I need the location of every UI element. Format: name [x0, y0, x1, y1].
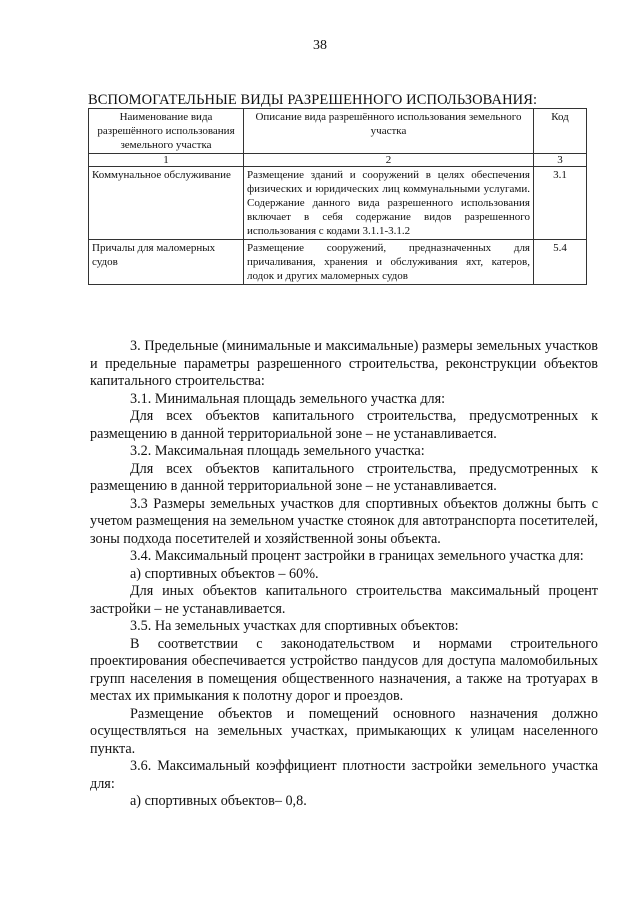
paragraph: 3. Предельные (минимальные и максимальные) размеры земельных участков и предельные параметры разрешенного строительства, реконструкции объектов капитального строительства: [90, 338, 598, 389]
use-description-cell: Размещение зданий и сооружений в целях обеспечения физических и юридических лиц коммунальными услугами. Содержание данного вида разрешенного использования включает в себя содержание видов разрешенного использования с кодами 3.1.1-3.1.2 [244, 167, 534, 240]
paragraph: Для иных объектов капитального строительства максимальный процент застройки – не устанавливается. [90, 583, 598, 617]
column-number: 2 [244, 154, 534, 167]
use-name-cell: Коммунальное обслуживание [89, 167, 244, 240]
paragraph: 3.1. Минимальная площадь земельного участка для: [130, 390, 446, 407]
paragraph: а) спортивных объектов – 60%. [130, 565, 319, 582]
column-number-row [89, 154, 587, 167]
paragraph: В соответствии с законодательством и нормами строительного проектирования обеспечивается устройство пандусов для доступа маломобильных групп населения в помещения общественного назначения, а также на тротуарах в местах их примыкания к полотну дорог и проездов. [90, 635, 598, 704]
body-text [90, 338, 598, 811]
paragraph: 3.6. Максимальный коэффициент плотности застройки земельного участка для: [90, 758, 598, 792]
page-number: 38 [313, 38, 327, 53]
table-header-row [89, 109, 587, 154]
table-row [89, 167, 587, 240]
use-description-cell: Размещение сооружений, предназначенных для причаливания, хранения и обслуживания яхт, катеров, лодок и других маломерных судов [244, 240, 534, 285]
paragraph: а) спортивных объектов– 0,8. [130, 793, 307, 809]
use-name-cell: Причалы для маломерных судов [89, 240, 244, 285]
column-number: 3 [534, 154, 587, 167]
paragraph: 3.2. Максимальная площадь земельного участка: [130, 443, 425, 459]
paragraph: 3.5. На земельных участках для спортивных объектов: [130, 618, 459, 634]
paragraph: Для всех объектов капитального строительства, предусмотренных к размещению в данной территориальной зоне – не устанавливается. [90, 460, 598, 494]
section-heading: ВСПОМОГАТЕЛЬНЫЕ ВИДЫ РАЗРЕШЕННОГО ИСПОЛЬЗОВАНИЯ: [88, 92, 538, 108]
paragraph: 3.3 Размеры земельных участков для спортивных объектов должны быть с учетом размещения на земельном участке стоянок для автотранспорта посетителей, зоны подхода посетителей и хозяйственной зоны объекта. [90, 495, 598, 547]
column-number: 1 [89, 154, 244, 167]
use-code-cell: 5.4 [534, 240, 587, 285]
permitted-uses-table [88, 108, 587, 285]
paragraph: 3.4. Максимальный процент застройки в границах земельного участка для: [130, 548, 584, 564]
paragraph: Размещение объектов и помещений основного назначения должно осуществляться на земельных участках, примыкающих к улицам населенного пункта. [90, 705, 598, 757]
paragraph: Для всех объектов капитального строительства, предусмотренных к размещению в данной территориальной зоне – не устанавливается. [90, 408, 598, 442]
column-header-name: Наименование вида разрешённого использования земельного участка [89, 109, 244, 154]
use-code-cell: 3.1 [534, 167, 587, 240]
table-row [89, 240, 587, 285]
column-header-description: Описание вида разрешённого использования земельного участка [244, 109, 534, 154]
column-header-code: Код [534, 109, 587, 154]
